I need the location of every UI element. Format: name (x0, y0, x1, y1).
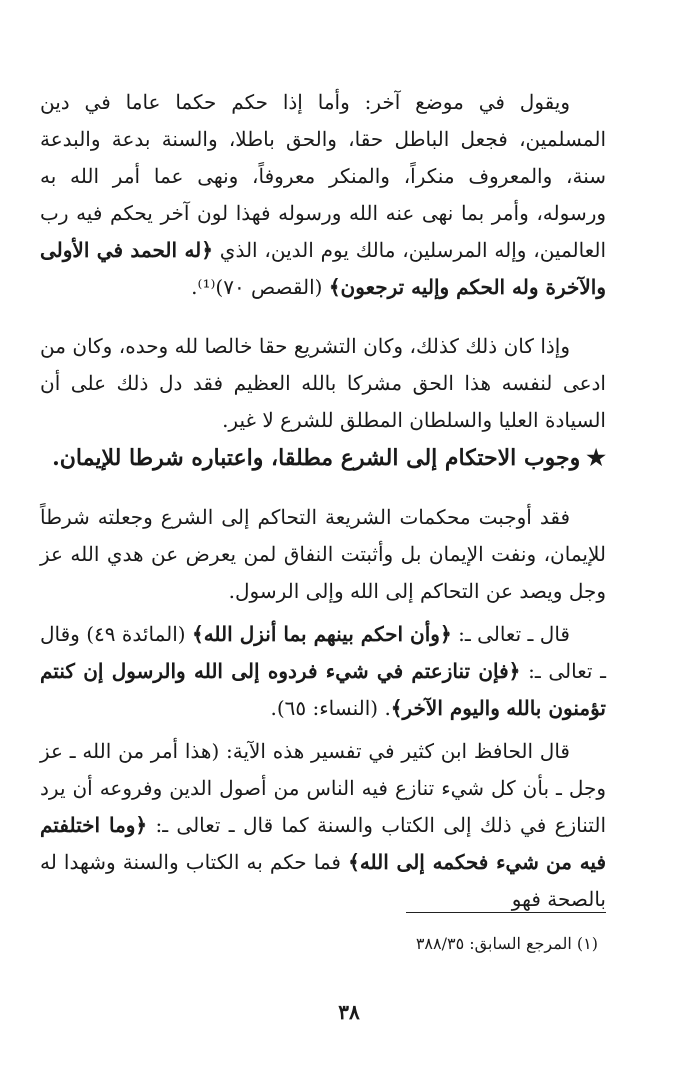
text-line: للإيمان، ونفت الإيمان بل وأثبتت النفاق لمن يعرض عن هدي الله عز وجل (40, 542, 606, 603)
citation: (القصص ٧٠)⁽¹⁾. (191, 275, 323, 299)
quran-verse: واليوم الآخر﴾ (390, 696, 500, 720)
text-line: فجعل الباطل حقا، والحق باطلا، والسنة بدعة والبدعة سنة، والمعروف (40, 127, 606, 188)
footnote: (١) المرجع السابق: ٣٨٨/٣٥ (415, 934, 598, 953)
quran-verse: ﴿له الحمد في الأولى والآخرة وله الحكم وإليه ترجعون﴾ (40, 238, 606, 299)
section-heading (40, 439, 606, 477)
paragraph-obligation (40, 499, 606, 610)
text-line: الدين، الذي (213, 238, 314, 262)
text-line: العليا والسلطان المطلق للشرع لا غير. (222, 408, 539, 432)
quran-verse: ﴿وأن احكم بينهم بما أنزل الله﴾ (191, 622, 452, 646)
text-line: تعالى ـ: (520, 659, 593, 683)
text-line: فقد أوجبت محكمات الشريعة التحاكم إلى الشرع وجعلته شرطاً (40, 505, 570, 529)
text-line: ورسوله فهذا لون آخر يحكم فيه رب العالمين، وإله المرسلين، مالك يوم (40, 201, 607, 262)
text-line: فما حكم به الكتاب والسنة وشهدا له بالصحة فهو (40, 850, 606, 911)
star-icon: ★ (586, 445, 606, 471)
quran-verse: ﴿فإن تنازعتم في شيء فردوه إلى الله والرسول إن كنتم تؤمنون بالله (40, 659, 606, 720)
text-line: وجل ـ بأن كل شيء تنازع فيه الناس من أصول الدين وفروعه أن يرد (40, 776, 606, 800)
paragraph-sovereignty (40, 328, 606, 439)
quran-verse: ﴿وما اختلفتم فيه من (40, 813, 607, 874)
footnote-divider (406, 912, 606, 913)
citation: . (النساء: ٦٥). (270, 696, 391, 720)
paragraph-ibn-taymiyyah-quote (40, 84, 606, 306)
paragraph-verses (40, 616, 606, 727)
text-line: التنازع في ذلك إلى الكتاب والسنة كما قال ـ تعالى ـ: (147, 813, 606, 837)
text-line: قال الحافظ ابن كثير في تفسير هذه الآية: (هذا أمر من الله ـ عز (40, 739, 570, 763)
text-line: ويصد عن التحاكم إلى الله وإلى الرسول. (228, 579, 563, 603)
quran-verse: شيء فحكمه إلى الله﴾ (348, 850, 539, 874)
section-heading-text: وجوب الاحتكام إلى الشرع مطلقا، واعتباره شرطا للإيمان. (52, 445, 581, 471)
text-line: وإذا كان ذلك كذلك، وكان التشريع حقا خالصا لله وحده، وكان (72, 334, 571, 358)
text-line: قال ـ تعالى ـ: (451, 622, 570, 646)
page-number: ٣٨ (338, 1000, 360, 1024)
text-line: من ادعى لنفسه هذا الحق مشركا بالله العظيم فقد دل ذلك على أن السيادة (40, 334, 606, 432)
text-line: ويقول في موضع آخر: وأما إذا حكم حكما عاما في دين المسلمين، (40, 90, 607, 151)
citation: (المائدة ٤٩) وقال ـ (40, 622, 606, 683)
paragraph-ibn-kathir (40, 733, 606, 918)
text-line: منكراً، والمنكر معروفاً، ونهى عما أمر الله به ورسوله، وأمر بما نهى عنه الله (40, 164, 607, 225)
